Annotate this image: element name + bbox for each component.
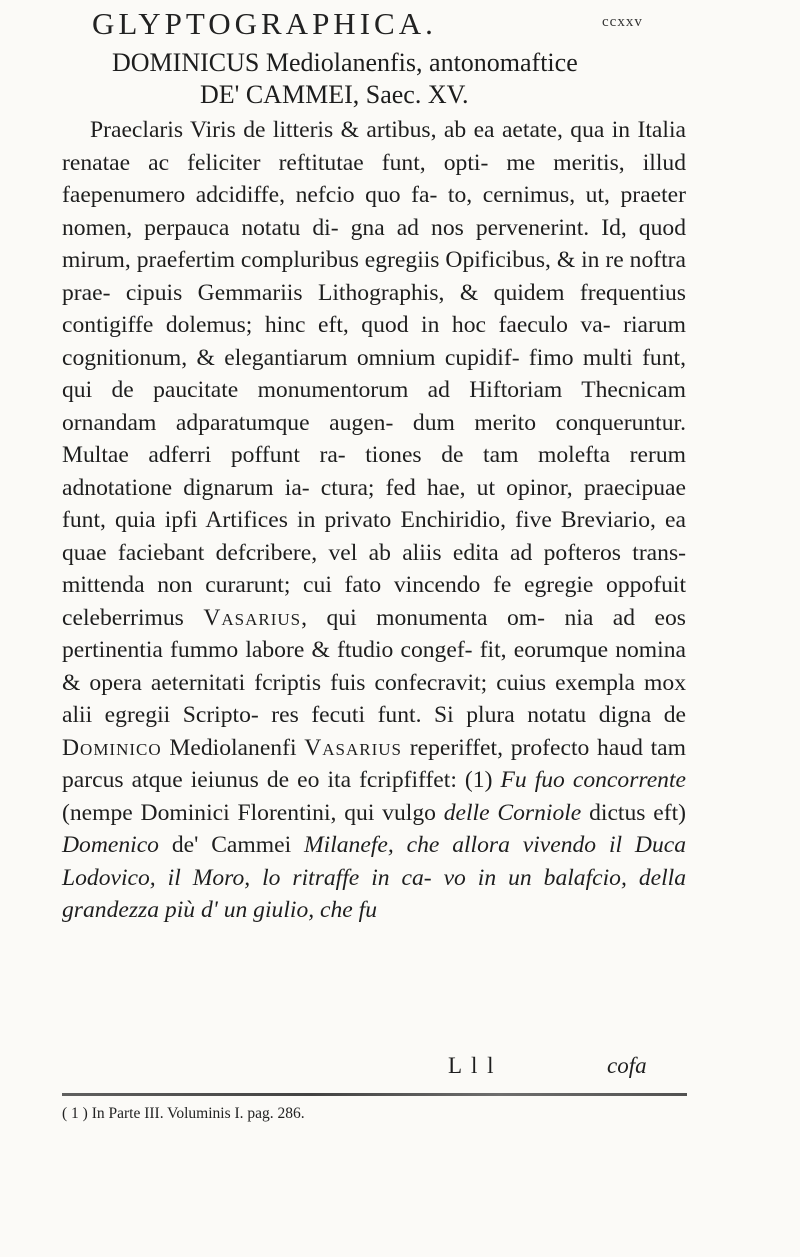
name-vasarius: Vasarius xyxy=(203,604,302,631)
chapter-heading xyxy=(70,47,690,111)
text-run: , qui monumenta om- nia ad eos pertinentia fummo labore & ftudio congef- fit, eorumque nomina & opera aeternitati fcriptis fuis confecravit; cuius exempla mox alii egregii Scripto- res fecuti funt. Si plura notatu digna de xyxy=(62,604,686,728)
main-text xyxy=(62,114,686,927)
chapter-heading-line-2: DE' CAMMEI, Saec. XV. xyxy=(200,80,469,109)
italic-quote: Domenico xyxy=(62,832,159,858)
footnote-divider xyxy=(62,1093,687,1096)
paragraph xyxy=(62,114,686,927)
text-run: reperiffet, profecto haud tam parcus atque ieiunus de eo ita fcripfiffet: (1) xyxy=(62,734,686,793)
page-number: ccxxv xyxy=(602,14,643,30)
text-run: Mediolanenfi xyxy=(169,734,297,761)
footnote: ( 1 ) In Parte III. Voluminis I. pag. 286. xyxy=(62,1105,305,1122)
signature-line xyxy=(62,1053,682,1085)
chapter-heading-line-1: DOMINICUS Mediolanenfis, antonomaftice xyxy=(112,48,578,77)
italic-quote: delle Corniole xyxy=(443,799,582,826)
italic-quote: Fu fuo concorrente xyxy=(500,767,686,793)
text-run: (nempe Dominici Florentini, qui vulgo xyxy=(62,799,436,826)
catchword: cofa xyxy=(607,1053,647,1078)
italic-quote: Milanefe, che allora vivendo il Duca Lodovico, il Moro, lo ritraffe in ca- vo in un balafcio, della grandezza più d' un giulio, che fu xyxy=(62,832,687,923)
text-run: Praeclaris Viris de litteris & artibus, ab ea aetate, qua in Italia renatae ac feliciter reftitutae funt, opti- me meritis, illud faepenumero adcidiffe, nefcio quo fa- to, cernimus, ut, praeter nomen, perpauca notatu di- gna ad nos pervenerint. Id, quod mirum, praefertim compluribus egregiis Opificibus, & in re noftra prae- cipuis Gemmariis Lithographis, & quidem frequentius contigiffe dolemus; hinc eft, quod in hoc faeculo va- riarum cognitionum, & elegantiarum omnium cupidif- fimo multi funt, qui de paucitate monumentorum ad Hiftoriam Thecnicam ornandam adparatumque augen- dum merito conqueruntur. Multae adferri poffunt ra- tiones de tam molefta rerum adnotatione dignarum ia- ctura; fed hae, ut opinor, praecipuae funt, quia ipfi Artifices in privato Enchiridio, five Breviario, ea quae faciebant defcribere, vel ab aliis edita ad pofteros trans- mittenda non curarunt; cui fato vincendo fe egregie oppofuit celeberrimus xyxy=(62,117,686,631)
name-vasarius: Vasarius xyxy=(304,734,403,761)
text-run: dictus eft) xyxy=(589,799,686,826)
name-dominico: Dominico xyxy=(62,734,162,761)
text-run: de' Cammei xyxy=(171,832,292,858)
running-head-title: GLYPTOGRAPHICA. xyxy=(92,6,437,41)
signature-mark: L l l xyxy=(448,1053,496,1078)
